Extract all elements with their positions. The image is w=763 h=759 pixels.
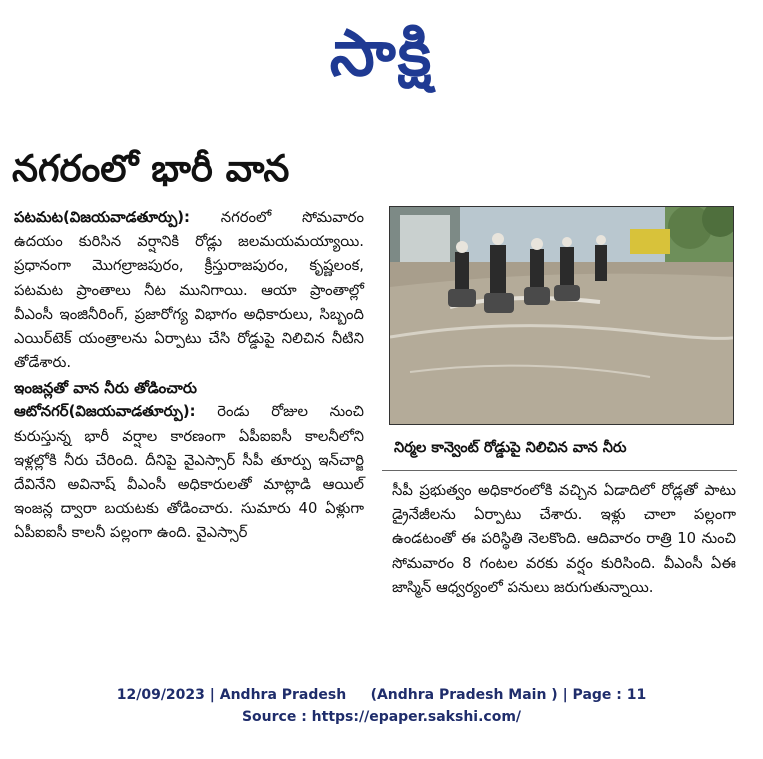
story2-dateline: ఆటోనగర్(విజయవాడతూర్పు): [14, 403, 196, 421]
caption-divider [382, 470, 737, 471]
story1-dateline: పటమట(విజయవాడతూర్పు): [14, 209, 190, 226]
right-column [392, 479, 736, 600]
headline: నగరంలో భారీ వాన [12, 147, 290, 190]
story2-continuation: సీపీ ప్రభుత్వం అధికారంలోకి వచ్చిన ఏడాదిలో రోడ్లతో పాటు డ్రైనేజీలను ఏర్పాటు చేశారు. ఇళ్లు చాలా పల్లంగా ఉండటంతో ఈ పరిస్థితి నెలకొంది. ఆదివారం రాత్రి 10 నుంచి సోమవారం 8 గంటల వరకు వర్షం కురిసింది. వీఎంసీ ఏఈ జాస్మిన్ ఆధ్వర్యంలో పనులు జరుగుతున్నాయి. [392, 482, 736, 596]
page-footer [0, 684, 763, 728]
story2-body: రెండు రోజుల నుంచి కురుస్తున్న భారీ వర్షాల కారణంగా ఏపీఐఐసీ కాలనీలోని ఇళ్లల్లోకి నీరు చేరింది. దీనిపై వైఎస్సార్ సీపీ తూర్పు ఇన్‌చార్జి దేవినేని అవినాష్ వీఎంసీ అధికారులతో మాట్లాడి ఆయిల్ ఇంజన్ల ద్వారా బయటకు తోడించారు. సుమారు 40 ఏళ్లుగా ఏపీఐఐసీ కాలనీ పల్లంగా ఉంది. వైఎస్సార్ [14, 403, 364, 542]
story2-paragraph [14, 400, 364, 545]
story1-paragraph [14, 206, 364, 375]
photo-caption: నిర్మల కాన్వెంట్ రోడ్డుపై నిలిచిన వాన నీరు [394, 440, 627, 456]
story1-body: నగరంలో సోమవారం ఉదయం కురిసిన వర్షానికి రోడ్లు జలమయమయ్యాయి. ప్రధానంగా మొగల్రాజపురం, క్రీస్తురాజపురం, కృష్ణలంక, పటమట ప్రాంతాలు నీట మునిగాయి. ఆయా ప్రాంతాల్లో వీఎంసీ ఇంజినీరింగ్, ప్రజారోగ్య విభాగం అధికారులు, సిబ్బంది ఎయిర్‌టెక్ యంత్రాలను ఏర్పాటు చేసి రోడ్డుపై నిలిచిన నీటిని తోడేశారు. [14, 209, 364, 372]
footer-source: Source : https://epaper.sakshi.com/ [241, 709, 522, 725]
flooded-road-image [390, 207, 734, 425]
masthead [0, 14, 763, 94]
left-column [14, 206, 364, 546]
footer-edition-info: 12/09/2023 | Andhra Pradesh (Andhra Pradesh Main ) | Page : 11 [116, 687, 647, 703]
sakshi-logo: సాక్షి [329, 17, 434, 91]
news-photo [389, 206, 734, 425]
story2-subhead: ఇంజన్లతో వాన నీరు తోడించారు [14, 379, 197, 398]
